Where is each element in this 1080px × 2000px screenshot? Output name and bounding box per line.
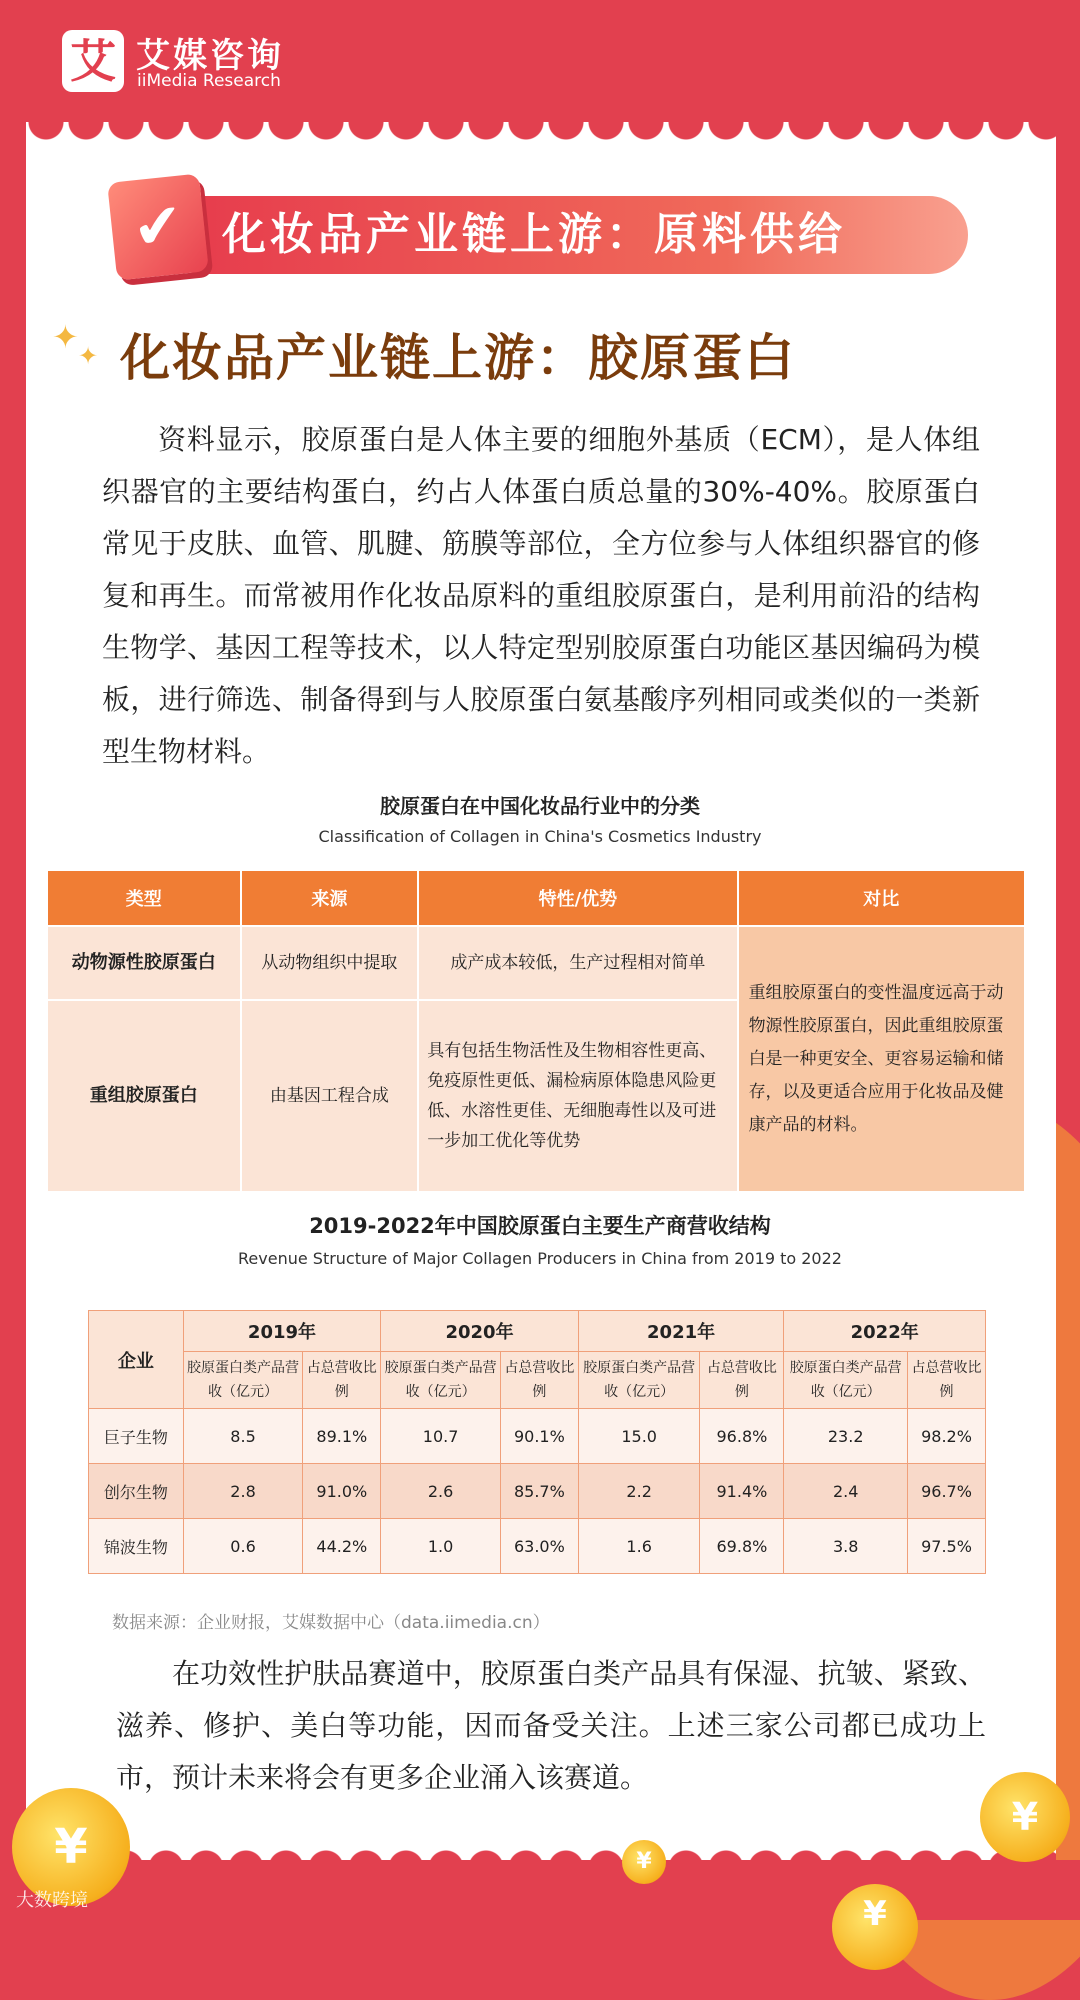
intro-paragraph: 资料显示，胶原蛋白是人体主要的细胞外基质（ECM），是人体组织器官的主要结构蛋白，约占人体蛋白质总量的30%-40%。胶原蛋白常见于皮肤、血管、肌腱、筋膜等部位，全方位参与人体组织器官的修复和再生。而常被用作化妆品原料的重组胶原蛋白，是利用前沿的结构生物学、基因工程等技术，以人特定型别胶原蛋白功能区基因编码为模板，进行筛选、制备得到与人胶原蛋白氨基酸序列相同或类似的一类新型生物材料。 [102,423,980,768]
table-cell: 91.0% [303,1464,381,1519]
sparkle-icon: ✦ [78,342,99,370]
sub-header: 占总营收比例 [500,1352,578,1409]
brand-logo: 艾 [62,30,124,92]
sub-header: 占总营收比例 [303,1352,381,1409]
table-cell: 44.2% [303,1519,381,1574]
table-cell: 23.2 [784,1409,908,1464]
coin-icon: ¥ [980,1772,1070,1862]
table-cell: 96.7% [908,1464,986,1519]
table-cell: 63.0% [500,1519,578,1574]
table-cell: 2.2 [578,1464,700,1519]
table-cell: 由基因工程合成 [241,1000,419,1192]
coin-icon: ¥ [12,1788,130,1906]
table-cell: 8.5 [183,1409,303,1464]
table-cell: 15.0 [578,1409,700,1464]
table-cell: 1.0 [381,1519,501,1574]
company-cell: 巨子生物 [89,1409,184,1464]
table-cell: 具有包括生物活性及生物相容性更高、免疫原性更低、漏检病原体隐患风险更低、水溶性更佳、无细胞毒性以及可进一步加工优化等优势 [418,1000,737,1192]
table-row [89,1464,986,1519]
revenue-table [88,1310,986,1574]
table1-title-en: Classification of Collagen in China's Cosmetics Industry [318,827,762,846]
bottom-band [0,1860,1080,1920]
year-header: 2022年 [784,1311,986,1352]
company-header: 企业 [89,1311,184,1409]
table-cell: 90.1% [500,1409,578,1464]
table-cell: 2.8 [183,1464,303,1519]
table-cell: 89.1% [303,1409,381,1464]
comparison-cell: 重组胶原蛋白的变性温度远高于动物源性胶原蛋白，因此重组胶原蛋白是一种更安全、更容易运输和储存，以及更适合应用于化妆品及健康产品的材料。 [738,926,1025,1192]
watermark: 大数跨境 [16,1890,88,1911]
table-cell: 动物源性胶原蛋白 [47,926,241,1000]
table2-title-en: Revenue Structure of Major Collagen Producers in China from 2019 to 2022 [238,1249,842,1268]
table-cell: 96.8% [700,1409,784,1464]
table-cell: 69.8% [700,1519,784,1574]
column-header: 对比 [738,870,1025,926]
sparkle-icon: ✦ [52,318,79,356]
column-header: 特性/优势 [418,870,737,926]
company-cell: 锦波生物 [89,1519,184,1574]
table-cell: 2.6 [381,1464,501,1519]
brand-name-en: iiMedia Research [137,71,281,91]
table-row [89,1519,986,1574]
sub-title: 化妆品产业链上游：胶原蛋白 [120,329,796,387]
check-icon: ✔ [107,173,209,280]
year-header: 2021年 [578,1311,784,1352]
table-cell: 91.4% [700,1464,784,1519]
closing-paragraph: 在功效性护肤品赛道中，胶原蛋白类产品具有保湿、抗皱、紧致、滋养、修护、美白等功能，因而备受关注。上述三家公司都已成功上市，预计未来将会有更多企业涌入该赛道。 [116,1657,986,1794]
table-cell: 重组胶原蛋白 [47,1000,241,1192]
company-cell: 创尔生物 [89,1464,184,1519]
section-title: 化妆品产业链上游：原料供给 [162,196,968,274]
brand-name-cn: 艾媒咨询 [136,36,284,76]
sub-header: 胶原蛋白类产品营收（亿元） [784,1352,908,1409]
sub-header: 胶原蛋白类产品营收（亿元） [578,1352,700,1409]
table-cell: 97.5% [908,1519,986,1574]
classification-table [46,869,1026,1193]
table-cell: 成产成本较低，生产过程相对简单 [418,926,737,1000]
table-row [89,1409,986,1464]
sub-header: 胶原蛋白类产品营收（亿元） [183,1352,303,1409]
table-cell: 10.7 [381,1409,501,1464]
sub-header: 胶原蛋白类产品营收（亿元） [381,1352,501,1409]
coin-icon: ¥ [832,1884,918,1970]
year-header: 2019年 [183,1311,381,1352]
coin-icon: ¥ [622,1840,666,1884]
column-header: 类型 [47,870,241,926]
sub-header: 占总营收比例 [700,1352,784,1409]
table-cell: 0.6 [183,1519,303,1574]
table-cell: 3.8 [784,1519,908,1574]
table-cell: 85.7% [500,1464,578,1519]
source-note: 数据来源：企业财报，艾媒数据中心（data.iimedia.cn） [112,1613,550,1633]
table2-title-cn: 2019-2022年中国胶原蛋白主要生产商营收结构 [309,1214,771,1238]
sub-header: 占总营收比例 [908,1352,986,1409]
table-cell: 2.4 [784,1464,908,1519]
table-cell: 从动物组织中提取 [241,926,419,1000]
table-cell: 98.2% [908,1409,986,1464]
year-header: 2020年 [381,1311,579,1352]
brand-header [0,0,1080,140]
table-cell: 1.6 [578,1519,700,1574]
scallop-edge-top [26,122,1056,154]
column-header: 来源 [241,870,419,926]
table1-title-cn: 胶原蛋白在中国化妆品行业中的分类 [380,794,700,818]
